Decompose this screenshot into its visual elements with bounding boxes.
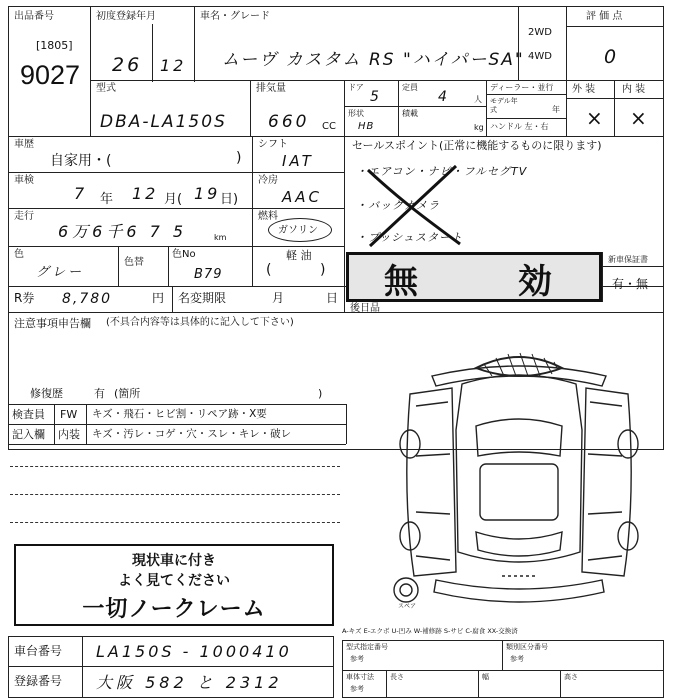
notes-title: 注意事項申告欄 [14, 317, 91, 330]
rule [8, 666, 334, 667]
notes-subtitle: (不具合内容等は具体的に記入して下さい) [106, 317, 294, 328]
drive-2wd: 2WD [528, 27, 552, 38]
rule [602, 266, 664, 267]
repair-detail: (箇所 [114, 387, 141, 400]
rule [8, 136, 664, 137]
inspection-day-unit: 日) [220, 192, 239, 207]
rule [486, 118, 566, 119]
chassis-label: 車台番号 [14, 644, 63, 658]
inspection-month-unit: 月( [164, 192, 183, 207]
lot-label: 出品番号 [14, 11, 54, 22]
deadline-day: 日 [326, 291, 339, 305]
interior-value: × [630, 106, 650, 130]
color-value: グレー [36, 265, 85, 280]
rule [344, 136, 345, 312]
color-code-value: B79 [194, 267, 223, 282]
rule [342, 670, 664, 671]
fuel-label: 燃料 [258, 211, 278, 222]
sales-item-1: ・エアコン・ナビ・フルセグTV [356, 165, 528, 178]
length-ref: 参考 [350, 685, 364, 693]
sales-item-2: ・バックカメラ [356, 199, 440, 212]
category-label: 類別区分番号 [506, 643, 548, 651]
dealer-label: ディーラー・並行 [490, 83, 554, 92]
color-label: 色 [14, 249, 24, 260]
rule [486, 80, 487, 136]
rule [566, 98, 664, 99]
first-reg-month: 12 [160, 56, 187, 75]
shift-label: シフト [258, 139, 288, 150]
rule [8, 172, 252, 173]
referral-ref: 参考 [350, 655, 364, 663]
lot-code: [1805] [36, 39, 73, 52]
capacity-value: 4 [438, 89, 450, 105]
rule [8, 208, 252, 209]
void-char-1: 無 [384, 262, 418, 302]
paren-open: ( [266, 262, 272, 278]
registration-value: 大阪 582 と 2312 [96, 673, 283, 692]
referral-label: 型式指定番号 [346, 643, 388, 651]
rule [250, 80, 251, 136]
dashed-line [10, 522, 340, 523]
spec-box [342, 640, 664, 698]
rule [54, 404, 55, 444]
rule [560, 670, 561, 698]
notice-line-2: よく見てください [118, 573, 230, 589]
lot-number: 9027 [20, 60, 81, 90]
interior-label: 内 装 [622, 84, 646, 95]
model-label: 車名・グレード [200, 11, 270, 22]
inspection-day: 19 [194, 184, 221, 203]
fw-label: FW [60, 408, 78, 421]
load-unit: kg [474, 123, 484, 132]
notice-line-3: 一切ノークレーム [82, 597, 266, 622]
deadline-label: 名変期限 [178, 291, 227, 305]
doors-label: ドア [348, 83, 364, 92]
rule [398, 80, 399, 136]
paren-close: ) [320, 262, 326, 278]
rule [194, 6, 195, 82]
after-date-label: 後日品 [350, 303, 380, 314]
dim-width: 幅 [482, 673, 489, 681]
handle-label: ハンドル 左・右 [490, 122, 549, 131]
load-label: 積載 [402, 109, 418, 118]
category-ref: 参考 [510, 655, 524, 663]
recycle-unit: 円 [152, 291, 165, 305]
mileage-value: 6万6千6 7 5 [58, 222, 188, 241]
body-label: 形状 [348, 109, 364, 118]
grade-label: 評 価 点 [586, 11, 623, 22]
rule [602, 252, 603, 302]
model-year-label: モデル年式 [490, 97, 518, 114]
type-label: 型式 [96, 83, 116, 94]
inspection-year: 7 [74, 184, 88, 203]
fuel-gasoline: ガソリン [278, 225, 318, 236]
rule [502, 640, 503, 670]
chassis-value: LA150S - 1000410 [96, 642, 292, 661]
first-reg-label: 初度登録年月 [96, 11, 156, 22]
mileage-label: 走行 [14, 211, 34, 222]
model-year-unit: 年 [552, 105, 560, 114]
rule [346, 404, 347, 444]
recycle-label: R券 [14, 291, 35, 305]
inspector-label-1: 検査員 [12, 408, 45, 421]
doors-value: 5 [370, 89, 382, 105]
displacement-unit: CC [322, 121, 336, 132]
repair-close: ) [318, 387, 323, 400]
mileage-unit: km [214, 233, 227, 242]
notice-line-1: 現状車に付き [132, 553, 216, 569]
body-value: HB [358, 121, 375, 132]
fuel-gasoline-circle [268, 218, 332, 242]
warranty-label: 新車保証書 [608, 255, 648, 264]
shift-value: IAT [282, 152, 314, 170]
rule [152, 24, 153, 82]
displacement-label: 排気量 [256, 83, 286, 94]
rule [614, 80, 615, 136]
rule [8, 246, 344, 247]
capacity-unit: 人 [474, 95, 482, 104]
rule [518, 6, 519, 80]
spare-label: スペア [398, 603, 417, 610]
history-label: 車歴 [14, 139, 34, 150]
cross-out-mark [360, 160, 470, 250]
aircon-value: AAC [282, 188, 322, 206]
color-repaint-label: 色替 [124, 257, 144, 268]
dim-height: 高さ [564, 673, 578, 681]
rule [566, 80, 664, 81]
sales-item-3: ・プッシュスタート [356, 231, 464, 244]
capacity-label: 定員 [402, 83, 418, 92]
rule [90, 6, 91, 136]
aircon-label: 冷房 [258, 175, 278, 186]
rule [168, 246, 169, 286]
inspection-label: 車検 [14, 175, 34, 186]
rule [486, 94, 566, 95]
registration-label: 登録番号 [14, 674, 63, 688]
int-text: キズ・汚レ・コゲ・穴・スレ・キレ・破レ [92, 428, 292, 440]
rule [8, 444, 346, 445]
rule [82, 636, 83, 698]
rule [8, 424, 346, 425]
history-value: 自家用・( [50, 153, 112, 169]
inspection-year-unit: 年 [100, 192, 114, 207]
dashed-line [10, 466, 340, 467]
rule [252, 208, 344, 209]
warranty-value: 有・無 [612, 277, 649, 291]
rule [172, 286, 173, 312]
sales-label: セールスポイント(正常に機能するものに限ります) [352, 139, 602, 152]
drive-4wd: 4WD [528, 51, 552, 62]
rule [8, 404, 346, 405]
repair-value: 有 [94, 387, 105, 400]
fw-text: キズ・飛石・ヒビ割・リペア跡・X要 [92, 408, 267, 420]
car-diagram [392, 336, 646, 626]
rule [344, 106, 486, 107]
rule [86, 404, 87, 444]
deadline-month: 月 [272, 291, 285, 305]
void-char-2: 効 [518, 262, 552, 302]
rule [118, 246, 119, 286]
first-reg-year: 26 [112, 54, 143, 76]
displacement-value: 660 [268, 112, 310, 132]
rule [386, 670, 387, 698]
rule [252, 136, 253, 286]
fuel-diesel: 軽 油 [286, 249, 312, 262]
rule [8, 312, 664, 313]
rule [344, 80, 345, 136]
model-value: ムーヴ カスタム RS "ハイパーSA" [222, 50, 525, 70]
dashed-line [10, 494, 340, 495]
recycle-value: 8,780 [62, 291, 113, 307]
repair-label: 修復歴 [30, 387, 63, 400]
type-value: DBA-LA150S [100, 112, 227, 132]
rule [566, 26, 664, 27]
history-close: ) [236, 150, 242, 166]
inspection-month: 12 [132, 184, 159, 203]
color-code-label: 色No [172, 249, 196, 260]
dim-length: 長さ [390, 673, 404, 681]
inspector-label-2: 記入欄 [12, 428, 45, 441]
rule [252, 172, 344, 173]
int-label: 内装 [58, 428, 80, 441]
length-label: 車体寸法 [346, 673, 374, 681]
rule [478, 670, 479, 698]
grade-value: 0 [604, 46, 620, 68]
exterior-label: 外 装 [572, 84, 596, 95]
exterior-value: × [586, 106, 606, 130]
damage-legend: A-キズ E-エクボ U-凹み W-補修跡 S-サビ C-腐食 XX-交換済 [342, 627, 518, 635]
